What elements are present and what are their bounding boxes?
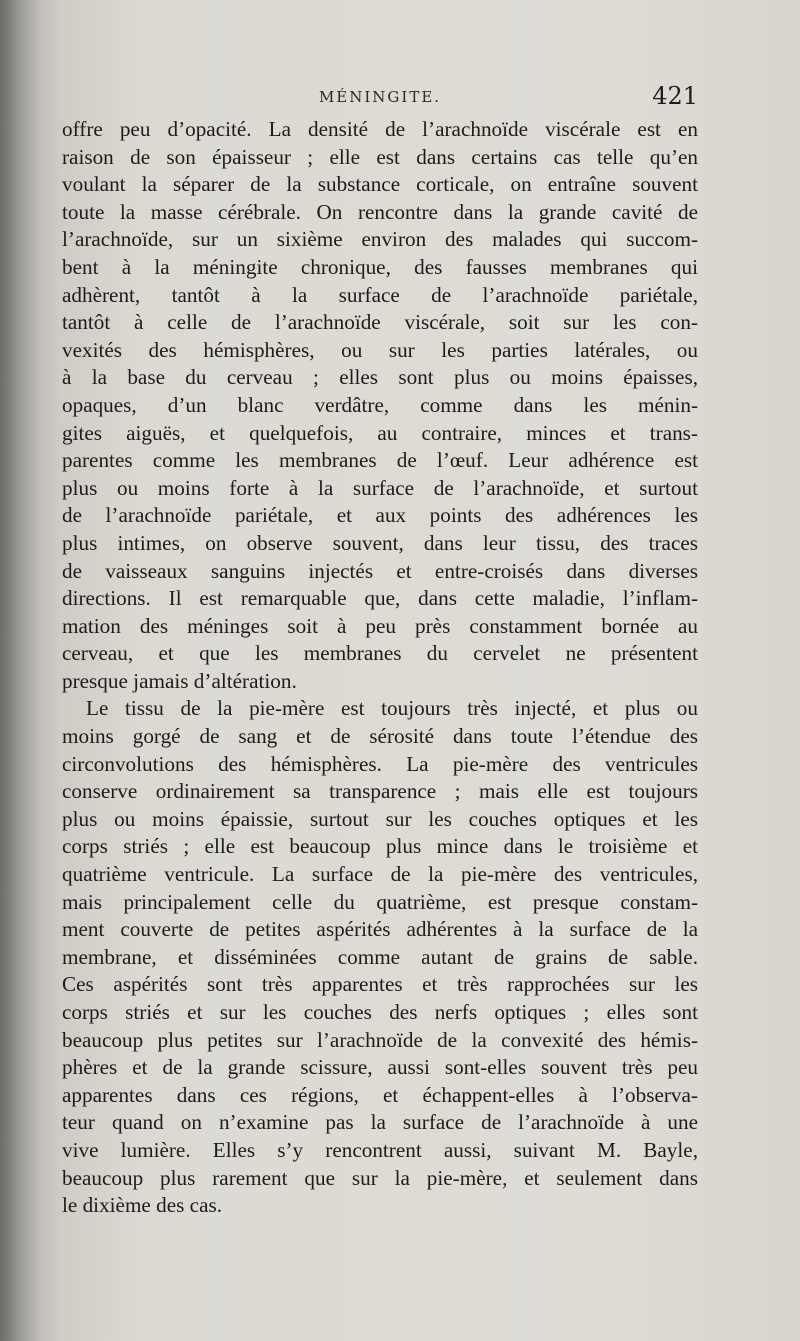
text-line: membrane, et disséminées comme autant de grains de sable. — [62, 944, 698, 969]
text-line: mation des méninges soit à peu près constamment bornée au — [62, 613, 698, 638]
text-line: toute la masse cérébrale. On rencontre dans la grande cavité de — [62, 199, 698, 224]
text-line: mais principalement celle du quatrième, est presque constam- — [62, 889, 698, 914]
text-line: de l’arachnoïde pariétale, et aux points des adhérences les — [62, 503, 698, 528]
text-line: conserve ordinairement sa transparence ; mais elle est toujours — [62, 779, 698, 804]
text-line: adhèrent, tantôt à la surface de l’arachnoïde pariétale, — [62, 282, 698, 307]
text-line: raison de son épaisseur ; elle est dans certains cas telle qu’en — [62, 144, 698, 169]
text-line: quatrième ventricule. La surface de la pie-mère des ventricules, — [62, 862, 698, 887]
text-line: l’arachnoïde, sur un sixième environ des malades qui succom- — [62, 227, 698, 252]
text-line: beaucoup plus rarement que sur la pie-mère, et seulement dans — [62, 1165, 698, 1190]
text-line: beaucoup plus petites sur l’arachnoïde de la convexité des hémis- — [62, 1027, 698, 1052]
text-line: à la base du cerveau ; elles sont plus ou moins épaisses, — [62, 365, 698, 390]
text-line: offre peu d’opacité. La densité de l’arachnoïde viscérale est en — [62, 117, 698, 141]
text-line: corps striés ; elle est beaucoup plus mince dans le troisième et — [62, 834, 698, 859]
text-line: moins gorgé de sang et de sérosité dans toute l’étendue des — [62, 724, 698, 749]
text-line: voulant la séparer de la substance corticale, on entraîne souvent — [62, 172, 698, 197]
text-line: corps striés et sur les couches des nerfs optiques ; elles sont — [62, 1000, 698, 1024]
text-line: bent à la méningite chronique, des fausses membranes qui — [62, 254, 698, 279]
page-header — [62, 82, 698, 112]
text-line: plus ou moins forte à la surface de l’arachnoïde, et surtout — [62, 475, 698, 500]
text-line: opaques, d’un blanc verdâtre, comme dans les ménin- — [62, 392, 698, 417]
text-line: gites aiguës, et quelquefois, au contraire, minces et trans- — [62, 420, 698, 445]
paragraph-end-line: le dixième des cas. — [62, 1193, 223, 1218]
text-line: Ces aspérités sont très apparentes et très rapprochées sur les — [62, 972, 698, 997]
text-line: vive lumière. Elles s’y rencontrent aussi, suivant M. Bayle, — [62, 1137, 698, 1162]
gutter-shadow — [0, 0, 40, 1341]
text-line: plus intimes, on observe souvent, dans leur tissu, des traces — [62, 530, 698, 555]
text-line: teur quand on n’examine pas la surface de l’arachnoïde à une — [62, 1110, 698, 1135]
paragraph-end-line: presque jamais d’altération. — [62, 668, 297, 693]
text-line: apparentes dans ces régions, et échappent-elles à l’observa- — [62, 1082, 698, 1107]
text-line: phères et de la grande scissure, aussi sont-elles souvent très peu — [62, 1055, 698, 1080]
text-line: vexités des hémisphères, ou sur les parties latérales, ou — [62, 337, 698, 362]
text-line: ment couverte de petites aspérités adhérentes à la surface de la — [62, 917, 698, 942]
text-line: tantôt à celle de l’arachnoïde viscérale, soit sur les con- — [62, 310, 698, 335]
text-line: parentes comme les membranes de l’œuf. Leur adhérence est — [62, 448, 698, 473]
text-line: plus ou moins épaissie, surtout sur les couches optiques et les — [62, 806, 698, 831]
text-line: directions. Il est remarquable que, dans cette maladie, l’inflam- — [62, 586, 698, 611]
paragraph-start-line: Le tissu de la pie-mère est toujours très injecté, et plus ou — [86, 696, 698, 721]
page-number: 421 — [652, 82, 698, 110]
text-line: cerveau, et que les membranes du cervelet ne présentent — [62, 641, 698, 666]
running-head: MÉNINGITE. — [318, 88, 442, 106]
text-line: circonvolutions des hémisphères. La pie-mère des ventricules — [62, 751, 698, 776]
body-text — [62, 116, 698, 1220]
text-line: de vaisseaux sanguins injectés et entre-croisés dans diverses — [62, 558, 698, 583]
